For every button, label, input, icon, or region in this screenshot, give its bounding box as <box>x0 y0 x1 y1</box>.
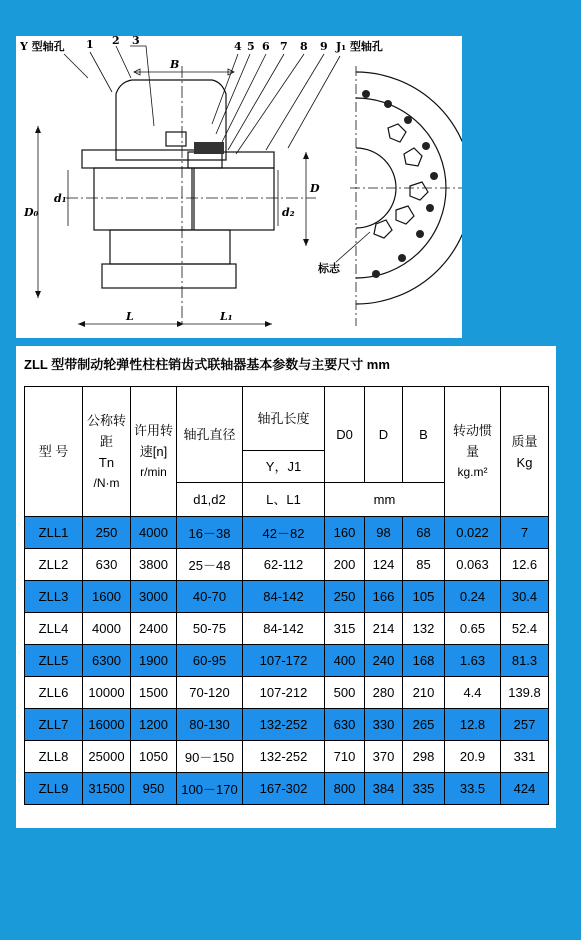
cell-mass: 424 <box>501 773 549 805</box>
header-bore-type: Y，J1 <box>243 451 325 483</box>
header-torque-line1: 公称转 <box>86 412 126 428</box>
cell-bore-diameter: 80-130 <box>177 709 243 741</box>
header-d0: D0 <box>325 387 365 483</box>
cell-d: 280 <box>365 677 403 709</box>
header-d: D <box>365 387 403 483</box>
label-d1: d₁ <box>54 192 67 205</box>
header-mass-line1: 质量 <box>511 433 538 449</box>
header-speed-line2: 速[n] <box>139 444 168 459</box>
label-d2: d₂ <box>282 206 295 219</box>
header-speed-line1: 许用转 <box>133 423 173 438</box>
cell-torque: 31500 <box>83 773 131 805</box>
cell-inertia: 12.8 <box>445 709 501 741</box>
cell-mass: 12.6 <box>501 549 549 581</box>
cell-speed: 1900 <box>131 645 177 677</box>
label-6: 6 <box>262 40 270 53</box>
cell-speed: 1500 <box>131 677 177 709</box>
cell-d0: 315 <box>325 613 365 645</box>
header-inertia-line3: kg.m² <box>457 465 488 479</box>
cell-bore-length: 167-302 <box>243 773 325 805</box>
cell-b: 85 <box>403 549 445 581</box>
cell-d0: 500 <box>325 677 365 709</box>
cell-torque: 250 <box>83 517 131 549</box>
parameter-table-body <box>25 517 549 805</box>
label-7: 7 <box>280 40 288 53</box>
cell-inertia: 33.5 <box>445 773 501 805</box>
cell-speed: 4000 <box>131 517 177 549</box>
header-speed-line3: r/min <box>140 465 167 479</box>
cell-d0: 630 <box>325 709 365 741</box>
cell-torque: 10000 <box>83 677 131 709</box>
cell-b: 265 <box>403 709 445 741</box>
header-torque-line2: 距 <box>99 433 113 449</box>
table-title: ZLL 型带制动轮弹性柱柱销齿式联轴器基本参数与主要尺寸 mm <box>24 357 390 372</box>
cell-torque: 4000 <box>83 613 131 645</box>
cell-mass: 52.4 <box>501 613 549 645</box>
cell-speed: 1050 <box>131 741 177 773</box>
cell-bore-length: 107-172 <box>243 645 325 677</box>
header-l-l1: L、L1 <box>243 483 325 517</box>
label-5: 5 <box>247 40 255 53</box>
cell-mass: 139.8 <box>501 677 549 709</box>
cell-d0: 400 <box>325 645 365 677</box>
cell-torque: 25000 <box>83 741 131 773</box>
label-1: 1 <box>86 38 94 51</box>
cell-d0: 710 <box>325 741 365 773</box>
cell-mass: 331 <box>501 741 549 773</box>
cell-inertia: 0.022 <box>445 517 501 549</box>
header-mm-unit: mm <box>325 483 445 517</box>
cell-b: 168 <box>403 645 445 677</box>
cell-bore-length: 107-212 <box>243 677 325 709</box>
cell-bore-length: 62-112 <box>243 549 325 581</box>
table-row <box>25 517 549 549</box>
cell-d: 240 <box>365 645 403 677</box>
cell-model: ZLL4 <box>25 613 83 645</box>
cell-inertia: 4.4 <box>445 677 501 709</box>
label-big-d: D <box>310 182 320 195</box>
cell-model: ZLL5 <box>25 645 83 677</box>
cell-model: ZLL1 <box>25 517 83 549</box>
cell-d: 384 <box>365 773 403 805</box>
label-9: 9 <box>320 40 328 53</box>
cell-bore-diameter: 70-120 <box>177 677 243 709</box>
table-row <box>25 581 549 613</box>
table-row <box>25 549 549 581</box>
cell-model: ZLL8 <box>25 741 83 773</box>
table-row <box>25 773 549 805</box>
label-2: 2 <box>112 36 120 47</box>
cell-d: 98 <box>365 517 403 549</box>
cell-mass: 257 <box>501 709 549 741</box>
header-mass-line2: Kg <box>516 454 533 470</box>
label-8: 8 <box>300 40 308 53</box>
cell-model: ZLL2 <box>25 549 83 581</box>
cell-bore-diameter: 40-70 <box>177 581 243 613</box>
cell-d: 370 <box>365 741 403 773</box>
header-inertia <box>445 387 501 517</box>
cell-b: 298 <box>403 741 445 773</box>
label-mark: 标志 <box>318 262 340 275</box>
cell-model: ZLL9 <box>25 773 83 805</box>
cell-bore-length: 84-142 <box>243 613 325 645</box>
cell-inertia: 0.063 <box>445 549 501 581</box>
header-bore-length: 轴孔长度 <box>243 387 325 451</box>
cell-d: 124 <box>365 549 403 581</box>
label-l1: L₁ <box>220 310 233 323</box>
cell-bore-length: 132-252 <box>243 741 325 773</box>
table-row <box>25 613 549 645</box>
cell-bore-length: 84-142 <box>243 581 325 613</box>
label-d0: D₀ <box>24 206 39 219</box>
cell-torque: 16000 <box>83 709 131 741</box>
cell-speed: 3800 <box>131 549 177 581</box>
header-torque <box>83 387 131 517</box>
cell-d0: 200 <box>325 549 365 581</box>
cell-speed: 1200 <box>131 709 177 741</box>
cell-bore-length: 42－82 <box>243 517 325 549</box>
parameter-table <box>24 386 549 805</box>
cell-torque: 630 <box>83 549 131 581</box>
header-torque-line3: Tn <box>98 454 115 470</box>
cell-inertia: 20.9 <box>445 741 501 773</box>
cell-b: 132 <box>403 613 445 645</box>
cell-b: 335 <box>403 773 445 805</box>
header-model: 型 号 <box>25 387 83 517</box>
label-3: 3 <box>132 36 140 47</box>
cell-torque: 1600 <box>83 581 131 613</box>
header-inertia-line1: 转动惯 <box>452 423 492 438</box>
cell-mass: 81.3 <box>501 645 549 677</box>
cell-model: ZLL3 <box>25 581 83 613</box>
cell-speed: 2400 <box>131 613 177 645</box>
cell-b: 68 <box>403 517 445 549</box>
label-j1-hole: J₁ 型轴孔 <box>336 40 383 53</box>
cell-b: 210 <box>403 677 445 709</box>
cell-mass: 7 <box>501 517 549 549</box>
table-row <box>25 709 549 741</box>
cell-bore-diameter: 100－170 <box>177 773 243 805</box>
cell-speed: 950 <box>131 773 177 805</box>
cell-inertia: 1.63 <box>445 645 501 677</box>
cell-d: 330 <box>365 709 403 741</box>
cell-bore-length: 132-252 <box>243 709 325 741</box>
label-l: L <box>126 310 134 323</box>
cell-bore-diameter: 60-95 <box>177 645 243 677</box>
cell-torque: 6300 <box>83 645 131 677</box>
cell-d0: 800 <box>325 773 365 805</box>
table-row <box>25 677 549 709</box>
cell-d: 166 <box>365 581 403 613</box>
cell-bore-diameter: 50-75 <box>177 613 243 645</box>
cell-d0: 160 <box>325 517 365 549</box>
cell-bore-diameter: 90－150 <box>177 741 243 773</box>
cell-mass: 30.4 <box>501 581 549 613</box>
cell-d: 214 <box>365 613 403 645</box>
cell-speed: 3000 <box>131 581 177 613</box>
coupling-drawing <box>16 36 462 338</box>
header-mass <box>501 387 549 517</box>
cell-bore-diameter: 25－48 <box>177 549 243 581</box>
header-inertia-line2: 量 <box>465 444 479 459</box>
parameter-table-panel <box>16 346 556 828</box>
table-row <box>25 741 549 773</box>
cell-model: ZLL7 <box>25 709 83 741</box>
cell-d0: 250 <box>325 581 365 613</box>
header-b: B <box>403 387 445 483</box>
cell-inertia: 0.24 <box>445 581 501 613</box>
header-speed <box>131 387 177 517</box>
header-bore-diameter: 轴孔直径 <box>177 387 243 483</box>
label-y-hole: Y 型轴孔 <box>20 40 65 53</box>
label-b: B <box>170 58 180 71</box>
cell-inertia: 0.65 <box>445 613 501 645</box>
label-4: 4 <box>234 40 242 53</box>
header-torque-line4: /N·m <box>93 475 120 490</box>
cell-bore-diameter: 16－38 <box>177 517 243 549</box>
header-d1d2: d1,d2 <box>177 483 243 517</box>
cell-b: 105 <box>403 581 445 613</box>
cell-model: ZLL6 <box>25 677 83 709</box>
table-row <box>25 645 549 677</box>
